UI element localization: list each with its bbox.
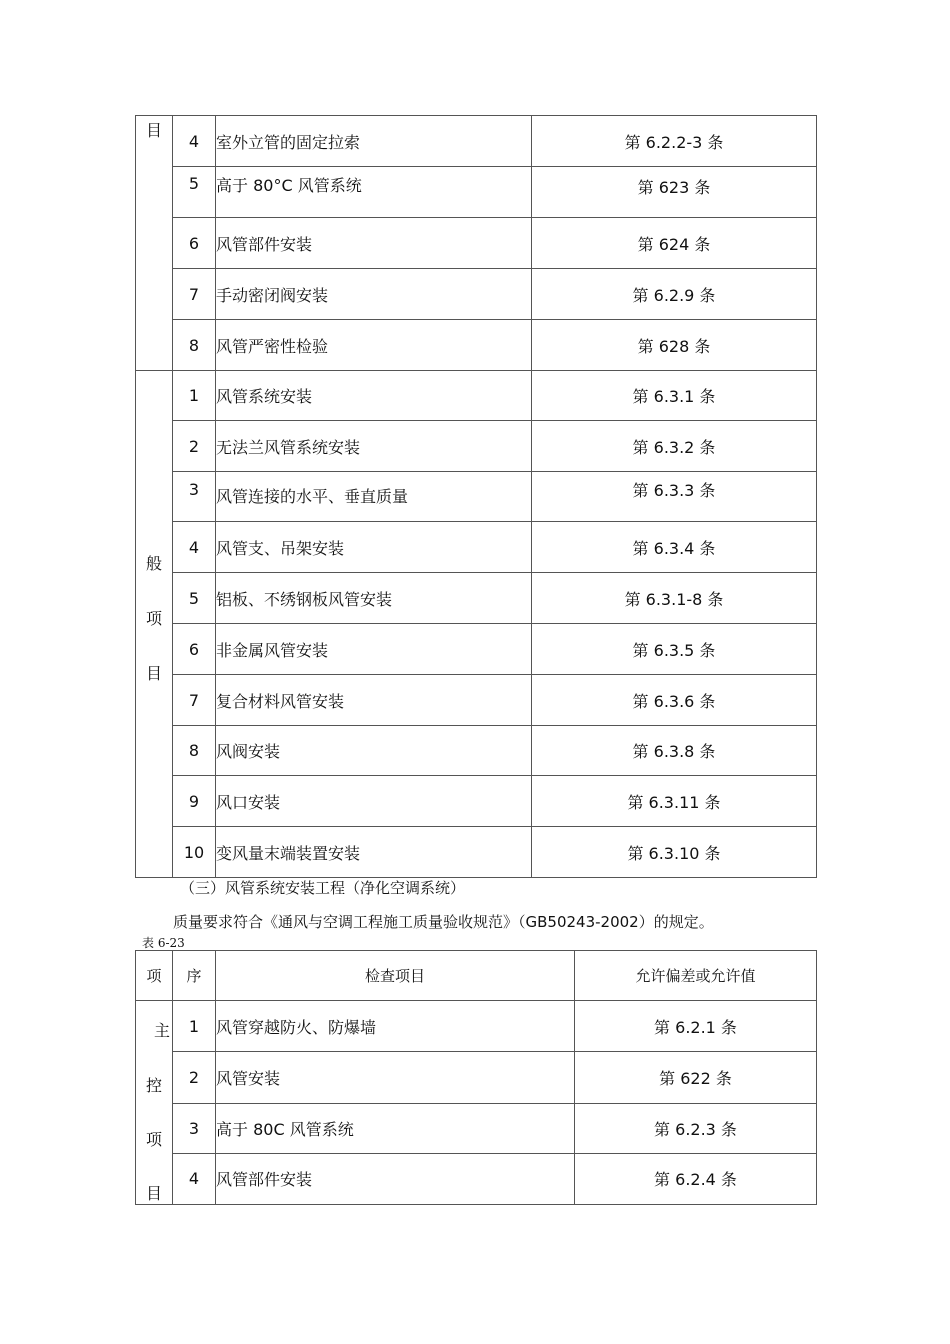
category-char: 般: [145, 554, 162, 573]
table-row: [136, 1052, 817, 1103]
row-number: 4: [173, 522, 216, 573]
table-row: [136, 675, 817, 726]
table-row: [136, 522, 817, 573]
clause-ref: 第 6.3.6 条: [532, 675, 817, 726]
table-row: [136, 167, 817, 218]
category-char: 主: [153, 1021, 170, 1040]
item-name: 变风量末端装置安装: [216, 827, 532, 878]
table-row: [136, 1001, 817, 1052]
category-char: 控: [145, 1076, 162, 1095]
table-row: [136, 573, 817, 624]
table-number-label: 表 6-23: [142, 936, 185, 950]
row-number: 4: [173, 1153, 216, 1204]
row-number: 8: [173, 320, 216, 371]
table-row: [136, 218, 817, 269]
clause-ref: 第 6.2.4 条: [575, 1153, 817, 1204]
clause-ref: 第 6.3.1-8 条: [532, 573, 817, 624]
table-row: [136, 116, 817, 167]
clause-ref: 第 6.2.1 条: [575, 1001, 817, 1052]
category-char: 项: [145, 609, 162, 628]
clause-ref: 第 6.3.2 条: [532, 421, 817, 472]
category-char: 项: [145, 1130, 162, 1149]
item-name: 风管严密性检验: [216, 320, 532, 371]
table-row: [136, 421, 817, 472]
table-row: [136, 624, 817, 675]
category-general: [136, 371, 173, 878]
item-name: 复合材料风管安装: [216, 675, 532, 726]
category-char: 目: [145, 664, 162, 683]
clause-ref: 第 623 条: [532, 167, 817, 218]
item-name: 风管部件安装: [216, 1153, 575, 1204]
row-number: 1: [173, 371, 216, 421]
table-6-23: [135, 950, 817, 1205]
table-row: [136, 320, 817, 371]
clause-ref: 第 6.2.3 条: [575, 1103, 817, 1153]
clause-ref: 第 622 条: [575, 1052, 817, 1103]
item-name: 风管支、吊架安装: [216, 522, 532, 573]
table-row: [136, 726, 817, 776]
item-name: 风管系统安装: [216, 371, 532, 421]
clause-ref: 第 6.3.10 条: [532, 827, 817, 878]
category-main-control: [136, 1001, 173, 1205]
category-label: 目: [145, 121, 162, 140]
requirement-paragraph: 质量要求符合《通风与空调工程施工质量验收规范》（GB50243-2002）的规定。: [173, 913, 714, 931]
clause-ref: 第 6.3.3 条: [532, 472, 817, 522]
item-name: 室外立管的固定拉索: [216, 116, 532, 167]
row-number: 7: [173, 269, 216, 320]
table-row: [136, 472, 817, 522]
item-name: 风管安装: [216, 1052, 575, 1103]
row-number: 9: [173, 776, 216, 827]
section-heading: （三）风管系统安装工程（净化空调系统）: [180, 879, 466, 897]
table-row: [136, 269, 817, 320]
clause-ref: 第 6.3.4 条: [532, 522, 817, 573]
header-category: 项: [136, 951, 173, 1001]
item-name: 高于 80°C 风管系统: [216, 167, 532, 218]
header-check-item: 检查项目: [216, 951, 575, 1001]
table-row: [136, 1153, 817, 1204]
clause-ref: 第 6.3.8 条: [532, 726, 817, 776]
row-number: 2: [173, 421, 216, 472]
table-row: [136, 827, 817, 878]
clause-ref: 第 6.3.1 条: [532, 371, 817, 421]
category-main-tail: [136, 116, 173, 371]
clause-ref: 第 6.2.2-3 条: [532, 116, 817, 167]
clause-ref: 第 6.3.5 条: [532, 624, 817, 675]
clause-ref: 第 6.2.9 条: [532, 269, 817, 320]
item-name: 风口安装: [216, 776, 532, 827]
item-name: 无法兰风管系统安装: [216, 421, 532, 472]
item-name: 非金属风管安装: [216, 624, 532, 675]
row-number: 1: [173, 1001, 216, 1052]
item-name: 风管穿越防火、防爆墙: [216, 1001, 575, 1052]
row-number: 2: [173, 1052, 216, 1103]
row-number: 3: [173, 472, 216, 522]
row-number: 8: [173, 726, 216, 776]
item-name: 风管部件安装: [216, 218, 532, 269]
header-tolerance: 允许偏差或允许值: [575, 951, 817, 1001]
table-row: [136, 1103, 817, 1153]
table-row: [136, 776, 817, 827]
row-number: 3: [173, 1103, 216, 1153]
row-number: 5: [173, 167, 216, 218]
clause-ref: 第 628 条: [532, 320, 817, 371]
row-number: 10: [173, 827, 216, 878]
row-number: 4: [173, 116, 216, 167]
table-row: [136, 371, 817, 421]
category-char: 目: [145, 1184, 162, 1203]
clause-ref: 第 6.3.11 条: [532, 776, 817, 827]
item-name: 手动密闭阀安装: [216, 269, 532, 320]
row-number: 6: [173, 218, 216, 269]
row-number: 5: [173, 573, 216, 624]
clause-ref: 第 624 条: [532, 218, 817, 269]
table-continued: [135, 115, 817, 878]
item-name: 高于 80C 风管系统: [216, 1103, 575, 1153]
item-name: 风管连接的水平、垂直质量: [216, 472, 532, 522]
table-header-row: [136, 951, 817, 1001]
row-number: 6: [173, 624, 216, 675]
header-seq: 序: [173, 951, 216, 1001]
row-number: 7: [173, 675, 216, 726]
item-name: 风阀安装: [216, 726, 532, 776]
item-name: 铝板、不绣钢板风管安装: [216, 573, 532, 624]
